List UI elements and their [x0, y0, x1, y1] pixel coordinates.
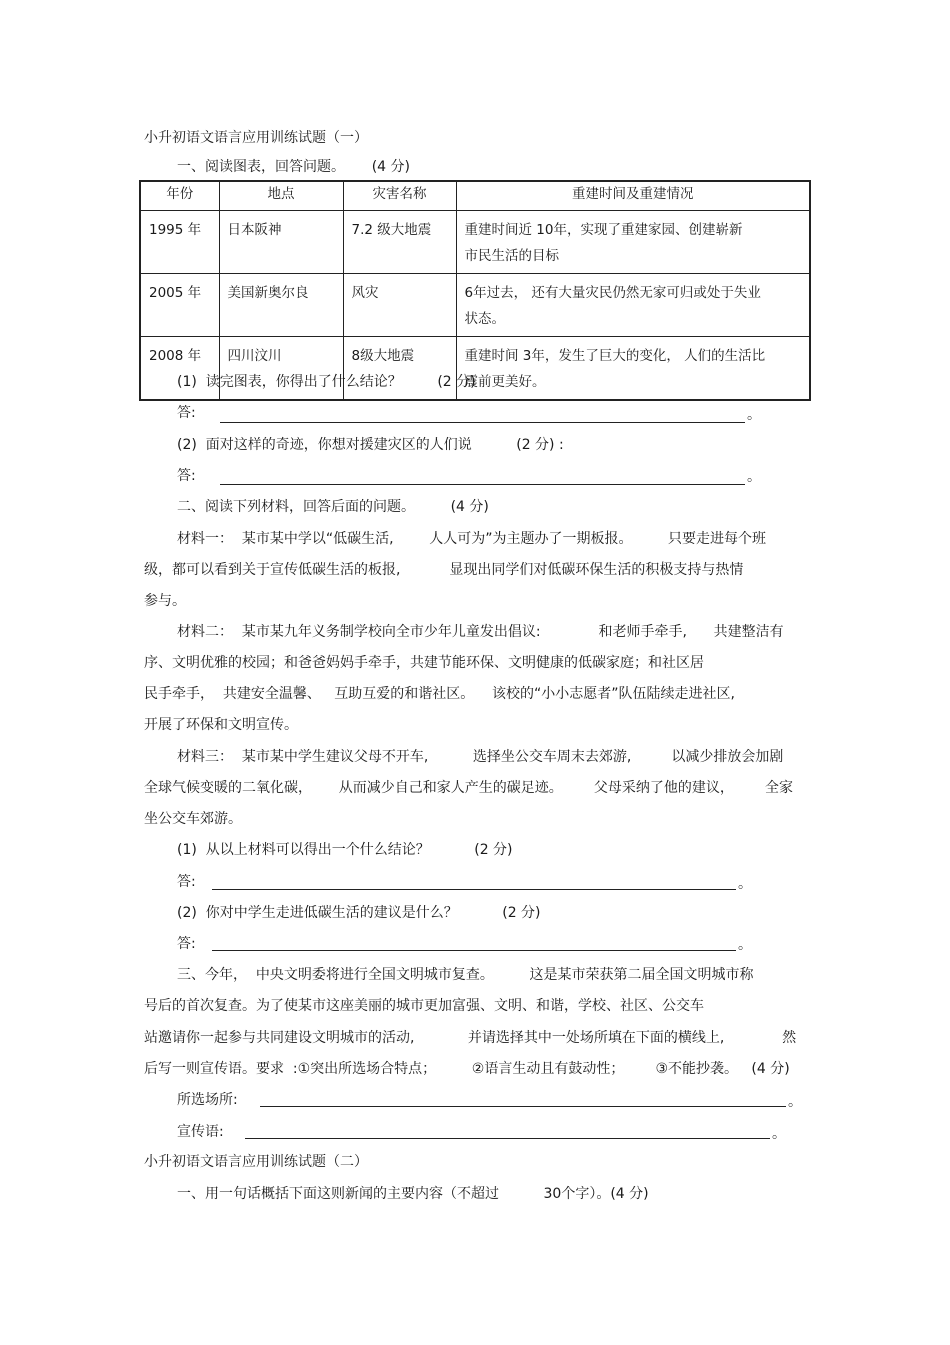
answer-label: 答: — [177, 936, 196, 952]
answer-label: 答: — [177, 874, 196, 890]
material-1-line: 级，都可以看到关于宣传低碳生活的板报, 显现出同学们对低碳环保生活的积极支持与热情 — [144, 562, 744, 578]
q1-sub2: (2) 面对这样的奇迹，你想对援建灾区的人们说 (2 分) : — [177, 437, 564, 453]
cell-desc: 重建时间 3年，发生了巨大的变化， 人们的生活比 震前更美好。 — [456, 337, 810, 401]
material-3-line: 材料三： 某市某中学生建议父母不开车, 选择坐公交车周末去郊游, 以减少排放会加剧 — [177, 749, 784, 765]
material-2-line: 材料二： 某市某九年义务制学校向全市少年儿童发出倡议: 和老师手牵手, 共建整洁有 — [177, 624, 784, 640]
answer-label: 答: — [177, 405, 196, 421]
cell-year: 1995 年 — [140, 211, 219, 274]
answer-period: 。 — [738, 937, 752, 953]
cell-desc: 重建时间近 10年，实现了重建家园、创建崭新 市民生活的目标 — [456, 211, 810, 274]
header-disaster: 灾害名称 — [343, 181, 456, 211]
cell-place: 四川汶川 — [219, 337, 343, 401]
q3-line: 站邀请你一起参与共同建设文明城市的活动, 并请选择其中一处场所填在下面的横线上, 然 — [144, 1030, 797, 1046]
answer-label: 答: — [177, 468, 196, 484]
table-header-row — [140, 181, 810, 211]
q3-line: 三、今年， 中央文明委将进行全国文明城市复查。 这是某市荣获第二届全国文明城市称 — [177, 967, 754, 983]
q3-line: 号后的首次复查。为了使某市这座美丽的城市更加富强、文明、和谐，学校、社区、公交车 — [144, 998, 704, 1014]
q3-line: 后写一则宣传语。要求 :①突出所选场合特点； ②语言生动且有鼓动性； ③不能抄袭。 (4 分) — [144, 1061, 790, 1077]
answer-period: 。 — [747, 407, 761, 423]
slogan-period: 。 — [772, 1126, 786, 1142]
cell-disaster: 7.2 级大地震 — [343, 211, 456, 274]
header-place: 地点 — [219, 181, 343, 211]
title-1: 小升初语文语言应用训练试题（一） — [144, 130, 368, 146]
cell-desc: 6年过去， 还有大量灾民仍然无家可归或处于失业 状态。 — [456, 274, 810, 337]
answer-line[interactable] — [220, 422, 745, 423]
cell-disaster: 8级大地震 — [343, 337, 456, 401]
answer-period: 。 — [738, 876, 752, 892]
cell-year: 2008 年 — [140, 337, 219, 401]
answer-line[interactable] — [212, 889, 736, 890]
disaster-table — [139, 180, 811, 401]
q2-sub1: (1) 从以上材料可以得出一个什么结论？ (2 分) — [177, 842, 513, 858]
q1-sub1: (1) 读完图表，你得出了什么结论？ (2 分) — [177, 374, 476, 390]
slogan-label: 宣传语: — [177, 1124, 224, 1140]
answer-line[interactable] — [212, 950, 736, 951]
cell-year: 2005 年 — [140, 274, 219, 337]
answer-line[interactable] — [220, 484, 745, 485]
cell-place: 日本阪神 — [219, 211, 343, 274]
place-period: 。 — [788, 1094, 802, 1110]
slogan-line[interactable] — [245, 1138, 770, 1139]
material-2-line: 民手牵手， 共建安全温馨、 互助互爱的和谐社区。 该校的“小小志愿者”队伍陆续走进社区, — [144, 686, 736, 702]
q2-sub2: (2) 你对中学生走进低碳生活的建议是什么？ (2 分) — [177, 905, 541, 921]
header-rebuild: 重建时间及重建情况 — [456, 181, 810, 211]
q1-heading: 一、阅读图表，回答问题。 (4 分) — [177, 159, 410, 175]
answer-period: 。 — [747, 469, 761, 485]
q2-heading: 二、阅读下列材料，回答后面的问题。 (4 分) — [177, 499, 489, 515]
table-row — [140, 274, 810, 337]
cell-disaster: 风灾 — [343, 274, 456, 337]
place-line[interactable] — [260, 1106, 786, 1107]
table-row — [140, 211, 810, 274]
material-2-line: 序、文明优雅的校园；和爸爸妈妈手牵手，共建节能环保、文明健康的低碳家庭；和社区居 — [144, 655, 704, 671]
header-year: 年份 — [140, 181, 219, 211]
material-1-line: 参与。 — [144, 593, 186, 609]
material-3-line: 坐公交车郊游。 — [144, 811, 242, 827]
title-2: 小升初语文语言应用训练试题（二） — [144, 1154, 368, 1170]
cell-place: 美国新奥尔良 — [219, 274, 343, 337]
place-label: 所选场所: — [177, 1092, 238, 1108]
material-1-line: 材料一： 某市某中学以“低碳生活, 人人可为”为主题办了一期板报。 只要走进每个班 — [177, 531, 767, 547]
p2-q1-heading: 一、用一句话概括下面这则新闻的主要内容（不超过 30个字）。(4 分) — [177, 1186, 649, 1202]
material-3-line: 全球气候变暖的二氧化碳， 从而减少自己和家人产生的碳足迹。 父母采纳了他的建议， 全家 — [144, 780, 794, 796]
material-2-line: 开展了环保和文明宣传。 — [144, 717, 298, 733]
